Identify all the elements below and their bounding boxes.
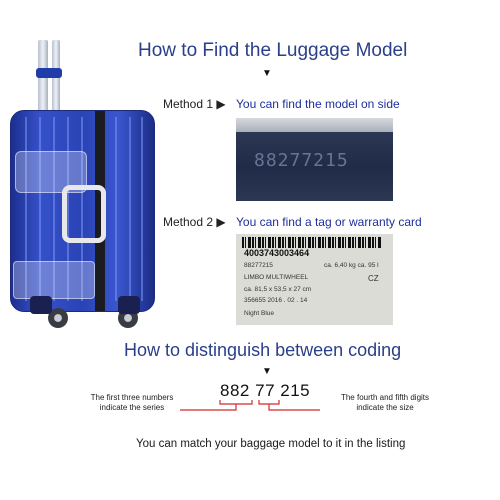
- down-triangle-icon: ▼: [262, 366, 272, 377]
- method-2-label: Method 2 ▶: [163, 215, 226, 229]
- size-bracket: [259, 400, 279, 404]
- size-note: The fourth and fifth digits indicate the size: [340, 393, 430, 413]
- code-size-part: 77: [255, 381, 276, 400]
- down-triangle-icon: ▼: [262, 68, 272, 79]
- tag-dimensions: ca. 81,5 x 53,5 x 27 cm: [244, 286, 312, 293]
- size-pointer: [269, 404, 320, 410]
- tag-country: CZ: [368, 274, 379, 283]
- code-series-part: 882: [220, 381, 250, 400]
- footer-text: You can match your baggage model to it in the listing: [136, 438, 406, 450]
- coding-title: How to distinguish between coding: [124, 340, 402, 360]
- page-title: How to Find the Luggage Model: [138, 40, 408, 61]
- engraved-model-number: 88277215: [254, 150, 349, 171]
- tag-product-name: LIMBO MULTIWHEEL: [244, 274, 309, 281]
- method-1-label: Method 1 ▶: [163, 97, 226, 111]
- tag-color: Night Blue: [244, 310, 274, 317]
- method-1-text: You can find the model on side: [236, 97, 400, 111]
- tag-serial: 356655 2016 . 02 . 14: [244, 297, 308, 304]
- code-rest-part: 215: [280, 381, 311, 400]
- method-2-text: You can find a tag or warranty card: [236, 215, 422, 229]
- series-bracket: [220, 400, 252, 404]
- tag-barcode-number: 4003743003464: [244, 248, 310, 258]
- tag-weight: ca. 6,40 kg ca. 95 l: [324, 262, 379, 269]
- tag-model: 88277215: [244, 262, 273, 269]
- series-pointer: [180, 404, 236, 410]
- series-note: The first three numbers indicate the series: [90, 393, 174, 413]
